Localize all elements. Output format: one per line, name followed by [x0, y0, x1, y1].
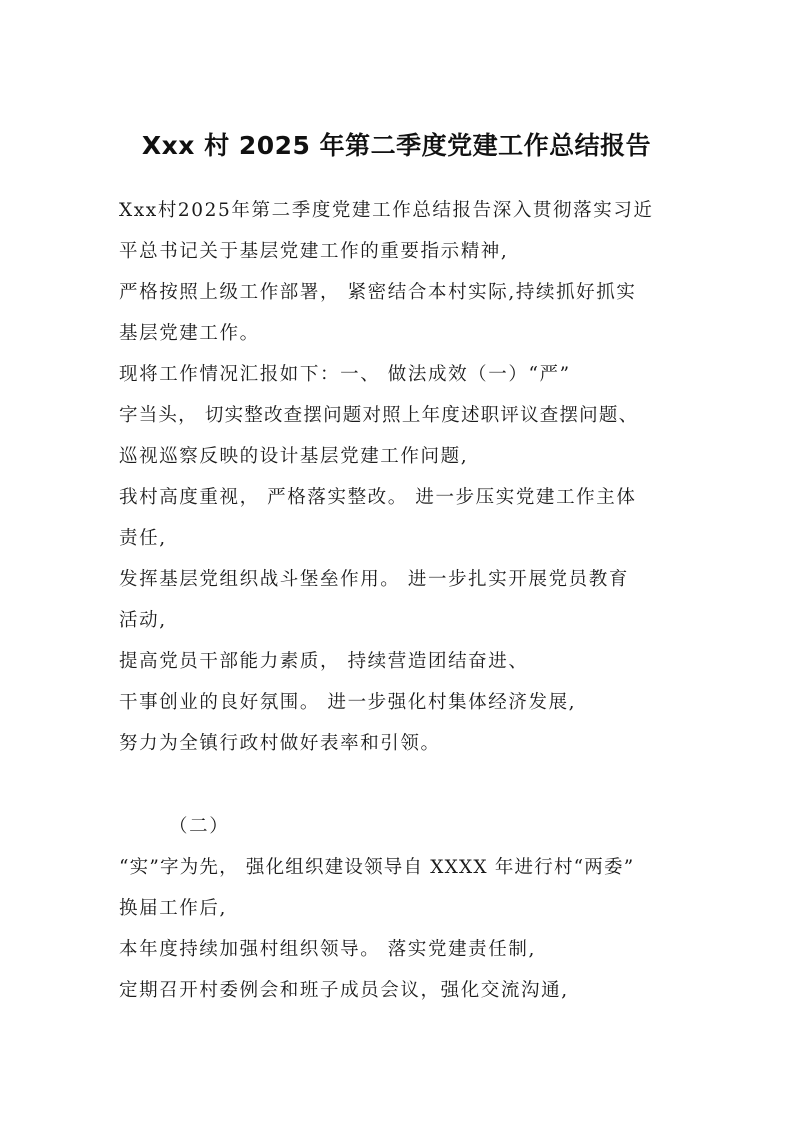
paragraph-line: 字当头， 切实整改查摆问题对照上年度述职评议查摆问题、 — [119, 405, 639, 426]
paragraph-line: Xxx村2025年第二季度党建工作总结报告深入贯彻落实习近 — [119, 200, 654, 221]
paragraph-line: 我村高度重视， 严格落实整改。 进一步压实党建工作主体 — [119, 487, 637, 508]
paragraph-line: 换届工作后, — [119, 898, 227, 919]
paragraph-line: 干事创业的良好氛围。 进一步强化村集体经济发展, — [119, 692, 577, 713]
blank-line — [119, 764, 679, 806]
paragraph-line: 平总书记关于基层党建工作的重要指示精神, — [119, 241, 509, 262]
paragraph-line: “实”字为先， 强化组织建设领导自 XXXX 年进行村“两委” — [119, 857, 635, 878]
paragraph-line: 提高党员干部能力素质， 持续营造团结奋进、 — [119, 651, 529, 672]
paragraph-line: 本年度持续加强村组织领导。 落实党建责任制, — [119, 939, 536, 960]
paragraph-line: 发挥基层党组织战斗堡垒作用。 进一步扎实开展党员教育 — [119, 569, 629, 590]
paragraph-line: 责任, — [119, 528, 167, 549]
paragraph-line: 定期召开村委例会和班子成员会议，强化交流沟通, — [119, 980, 569, 1001]
section-heading: （二） — [169, 816, 230, 837]
document-title: Xxx 村 2025 年第二季度党建工作总结报告 — [141, 131, 652, 160]
document-body — [119, 190, 679, 1011]
paragraph-line: 严格按照上级工作部署， 紧密结合本村实际,持续抓好抓实 — [119, 282, 637, 303]
paragraph-line: 现将工作情况汇报如下：一、 做法成效（一）“严” — [119, 364, 571, 385]
paragraph-line: 巡视巡察反映的设计基层党建工作问题, — [119, 446, 469, 467]
paragraph-line: 努力为全镇行政村做好表率和引领。 — [119, 733, 441, 754]
paragraph-line: 基层党建工作。 — [119, 323, 260, 344]
paragraph-line: 活动, — [119, 610, 167, 631]
